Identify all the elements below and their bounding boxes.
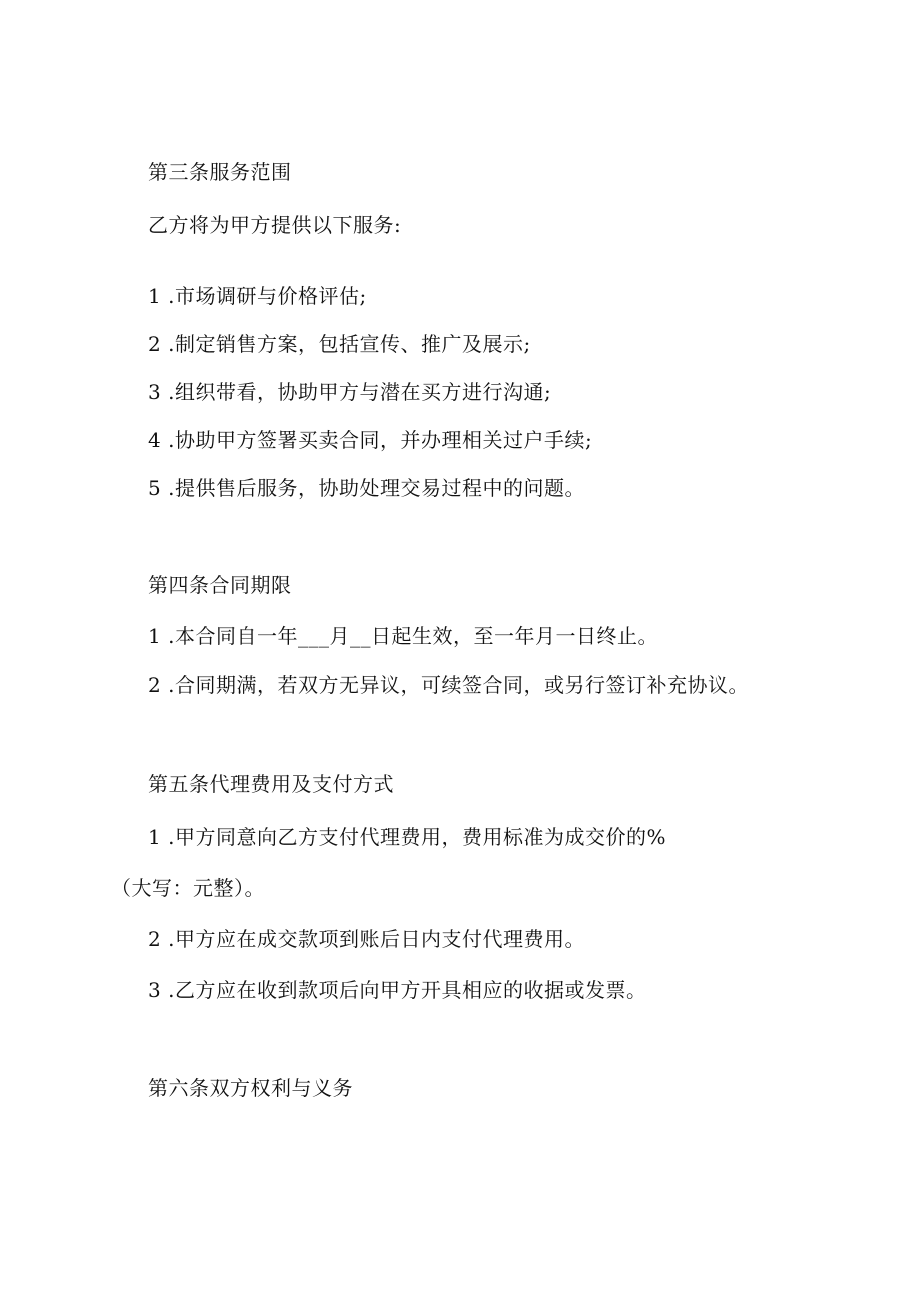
article-4-heading: 第四条合同期限 <box>148 573 292 597</box>
article-4-item-2: 2 .合同期满，若双方无异议，可续签合同，或另行签订补充协议。 <box>148 673 749 697</box>
article-3-item-1: 1 .市场调研与价格评估; <box>148 284 367 308</box>
article-3-item-2: 2 .制定销售方案，包括宣传、推广及展示; <box>148 332 531 356</box>
article-5-heading: 第五条代理费用及支付方式 <box>148 772 394 796</box>
article-3-item-5: 5 .提供售后服务，协助处理交易过程中的问题。 <box>148 476 585 500</box>
article-3-item-3: 3 .组织带看，协助甲方与潜在买方进行沟通; <box>148 380 552 404</box>
article-3-item-4: 4 .协助甲方签署买卖合同，并办理相关过户手续; <box>148 428 593 452</box>
article-3-heading: 第三条服务范围 <box>148 160 292 184</box>
article-5-item-3: 3 .乙方应在收到款项后向甲方开具相应的收据或发票。 <box>148 978 647 1002</box>
article-6-heading: 第六条双方权利与义务 <box>148 1076 353 1100</box>
article-4-item-1: 1 .本合同自一年___月__日起生效，至一年月一日终止。 <box>148 624 658 648</box>
article-5-item-2: 2 .甲方应在成交款项到账后日内支付代理费用。 <box>148 927 585 951</box>
article-3-intro: 乙方将为甲方提供以下服务: <box>148 213 402 237</box>
article-5-item-1-continued: （大写：元整）。 <box>111 876 265 900</box>
article-5-item-1: 1 .甲方同意向乙方支付代理费用，费用标准为成交价的% <box>148 825 666 849</box>
